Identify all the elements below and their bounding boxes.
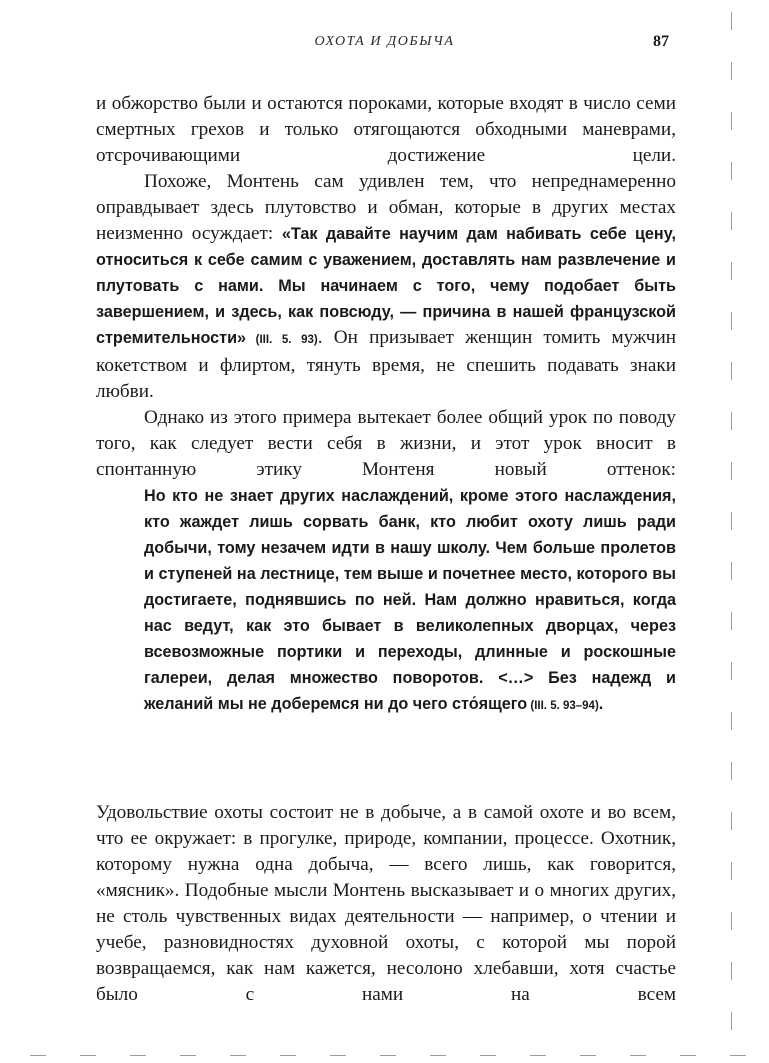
crop-mark <box>731 12 732 30</box>
crop-mark <box>580 1055 596 1056</box>
crop-mark <box>731 262 732 280</box>
page-number: 87 <box>653 33 669 50</box>
paragraph-3 <box>96 405 676 483</box>
crop-mark <box>230 1055 246 1056</box>
body-text <box>96 91 676 719</box>
crop-mark <box>630 1055 646 1056</box>
crop-mark <box>730 1055 746 1056</box>
running-header <box>0 34 769 56</box>
crop-mark <box>731 662 732 680</box>
crop-mark <box>731 512 732 530</box>
crop-mark <box>731 562 732 580</box>
crop-mark <box>731 312 732 330</box>
crop-mark <box>680 1055 696 1056</box>
paragraph-4-text: Удовольствие охоты состоит не в добыче, а в самой охоте и во всем, что ее окружает: в прогулке, природе, компании, процессе. Охотник, которому нужна одна добыча, — всего лишь, как говорится, «мясник». Подобные мысли Монтень высказывает и о многих других, не столь чувственных видах деятельности — например, о чтении и учебе, разновидностях духовной охоты, с которой мы порой возвращаемся, как нам кажется, несолоно хлебавши, хотя счастье было с нами на всем <box>96 802 676 1005</box>
paragraph-2-end: . Он призывает женщин томить мужчин кокетством и флиртом, тянуть время, не спешить подавать знаки любви. <box>96 327 676 402</box>
inline-quote: «Так давайте научим дам набивать себе цену, относиться к себе самим с уважением, доставлять нам развлечение и плутовать с нами. Мы начинаем с того, чему подобает быть завершением, и здесь, как повсюду, — причина в нашей французской стремительности» <box>96 225 676 347</box>
crop-mark <box>731 112 732 130</box>
crop-mark <box>731 762 732 780</box>
crop-mark <box>731 862 732 880</box>
crop-mark <box>530 1055 546 1056</box>
crop-mark <box>731 412 732 430</box>
crop-mark <box>731 1012 732 1030</box>
crop-mark <box>731 162 732 180</box>
crop-mark <box>80 1055 96 1056</box>
crop-mark <box>731 212 732 230</box>
inline-quote-reference: (III. 5. 93) <box>246 334 318 346</box>
crop-mark <box>180 1055 196 1056</box>
crop-mark <box>731 712 732 730</box>
crop-mark <box>330 1055 346 1056</box>
crop-mark <box>130 1055 146 1056</box>
crop-mark <box>731 912 732 930</box>
crop-mark <box>30 1055 46 1056</box>
paragraph-2-start: Похоже, Монтень сам удивлен тем, что непреднамеренно оправдывает здесь плутовство и обман, которые в других местах неизменно осуждает: <box>96 171 676 244</box>
crop-marks-right <box>731 0 733 1063</box>
crop-mark <box>280 1055 296 1056</box>
crop-mark <box>731 612 732 630</box>
block-quote-end: . <box>598 695 604 713</box>
paragraph-4 <box>96 800 676 1008</box>
crop-mark <box>731 362 732 380</box>
paragraph-3-text: Однако из этого примера вытекает более общий урок по поводу того, как следует вести себя в жизни, и этот урок вносит в спонтанную этику Монтеня новый оттенок: <box>96 407 676 480</box>
block-quote-reference: (III. 5. 93–94) <box>527 700 599 712</box>
block-quote-text: Но кто не знает других наслаждений, кроме этого наслаждения, кто жаждет лишь сорвать банк, кто любит охоту лишь ради добычи, тому незачем идти в нашу школу. Чем больше пролетов и ступеней на лестнице, тем выше и почетнее место, которого вы достигаете, поднявшись по ней. Нам должно нравиться, когда нас ведут, как это бывает в великолепных дворцах, через всевозможные портики и переходы, длинные и роскошные галереи, делая множество поворотов. <…> Без надежд и желаний мы не доберемся ни до чего сто́ящего <box>144 487 676 713</box>
paragraph-2 <box>96 169 676 405</box>
running-title: ОХОТА И ДОБЫЧА <box>314 34 455 49</box>
crop-mark <box>731 962 732 980</box>
body-text-continued <box>96 800 676 1008</box>
block-quote <box>144 483 676 719</box>
crop-mark <box>731 812 732 830</box>
crop-mark <box>480 1055 496 1056</box>
crop-mark <box>731 62 732 80</box>
crop-mark <box>380 1055 396 1056</box>
paragraph-1-text: и обжорство были и остаются пороками, которые входят в число семи смертных грехов и только отягощаются обходными маневрами, отсрочивающими достижение цели. <box>96 93 676 166</box>
crop-mark <box>731 462 732 480</box>
crop-marks-bottom <box>0 1055 769 1057</box>
paragraph-1 <box>96 91 676 169</box>
crop-mark <box>430 1055 446 1056</box>
